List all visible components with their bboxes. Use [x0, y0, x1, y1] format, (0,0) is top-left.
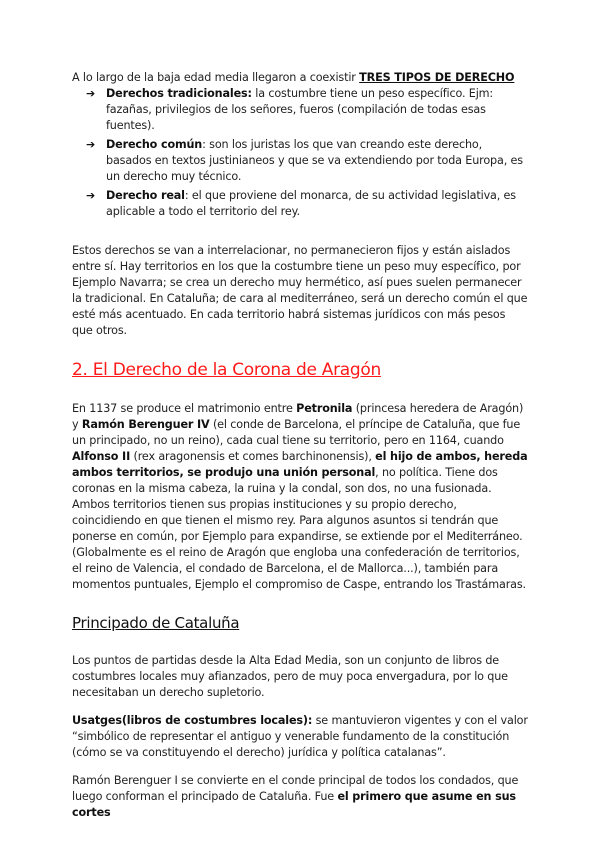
bold-run: el primero que asume en sus cortes [72, 790, 516, 819]
section-heading-cataluna: Principado de Cataluña [72, 614, 240, 632]
section-heading-aragon: 2. El Derecho de la Corona de Aragón [72, 360, 381, 380]
law-types-list [72, 86, 528, 220]
arrow-right-icon: ➔ [86, 189, 96, 202]
list-item-text: : el que proviene del monarca, de su actividad legislativa, es aplicable a todo el territorio del rey. [106, 189, 516, 218]
list-item [72, 86, 528, 134]
cataluna-paragraph-1: Los puntos de partidas desde la Alta Edad Media, son un conjunto de libros de costumbres locales muy afianzados, pero de muy poca envergadura, por lo que necesitaban un derecho supletorio. [72, 654, 508, 699]
text-run: , no política. Tiene dos coronas en la misma cabeza, la ruina y la condal, son dos, no una fusionada. [72, 466, 498, 495]
spacer [72, 701, 528, 713]
spacer [72, 593, 528, 613]
cataluna-paragraph-2 [72, 713, 528, 761]
spacer [72, 633, 528, 653]
list-item [72, 188, 528, 220]
bold-run: Ramón Berenguer IV [81, 418, 210, 431]
list-item-term: Derecho común [106, 138, 203, 151]
list-item-text: la costumbre tiene un peso específico. Ejm: fazañas, privilegios de los señores, fueros (compilación de todas esas fuentes). [106, 87, 494, 132]
intro-paragraph [72, 70, 528, 86]
bold-run: Usatges(libros de costumbres locales): [72, 714, 313, 727]
text-run: En 1137 se produce el matrimonio entre [72, 402, 297, 415]
text-run: (princesa heredera de Aragón) y [72, 402, 524, 431]
document-page [72, 70, 528, 821]
intro-lead: A lo largo de la baja edad media llegaron a coexistir [72, 71, 360, 84]
spacer [72, 339, 528, 359]
bold-run: Alfonso II [72, 450, 131, 463]
aragon-paragraph-1 [72, 401, 528, 497]
interrelation-paragraph: Estos derechos se van a interrelacionar, no permanecieron fijos y están aislados entre sí. Hay territorios en los que la costumbre tiene un peso muy específico, por Ejemplo Navarra; se crea un derecho muy hermético, así pues suelen permanecer la tradicional. En Cataluña; de cara al mediterráneo, será un derecho común el que esté más acentuado. En cada territorio habrá sistemas jurídicos con más pesos que otros. [72, 244, 528, 337]
intro-highlight: TRES TIPOS DE DERECHO [359, 71, 515, 84]
text-run: se mantuvieron vigentes y con el valor “simbólico de representar el antiguo y venerable fundamento de la constitución (cómo se va constituyendo el derecho) jurídica y política catalanas”. [72, 714, 528, 759]
arrow-right-icon: ➔ [86, 87, 96, 100]
list-item-text: : son los juristas los que van creando este derecho, basados en textos justinianeos y que se va extendiendo por toda Europa, es un derecho muy técnico. [106, 138, 523, 183]
text-run: (el conde de Barcelona, el príncipe de Cataluña, que fue un principado, no un reino), cada cual tiene su territorio, pero en 1164, cuando [72, 418, 521, 447]
list-item-term: Derecho real [106, 189, 185, 202]
cataluna-paragraph-3 [72, 773, 528, 821]
spacer [72, 761, 528, 773]
aragon-paragraph-2: Ambos territorios tienen sus propias instituciones y su propio derecho, coincidiendo en que tienen el mismo rey. Para algunos asuntos si tendrán que ponerse en común, por Ejemplo para expandirse, se extiende por el Mediterráneo. (Globalmente es el reino de Aragón que engloba una confederación de territorios, el reino de Valencia, el condado de Barcelona, el de Mallorca...), también para momentos puntuales, Ejemplo el compromiso de Caspe, entrando los Trastámaras. [72, 498, 526, 591]
list-item [72, 137, 528, 185]
spacer [72, 381, 528, 401]
arrow-right-icon: ➔ [86, 138, 96, 151]
bold-run: el hijo de ambos, hereda ambos territorios, se produjo una unión personal [72, 450, 528, 479]
list-item-term: Derechos tradicionales: [106, 87, 252, 100]
text-run: Ramón Berenguer I se convierte en el conde principal de todos los condados, que luego conforman el principado de Cataluña. Fue [72, 774, 519, 803]
bold-run: Petronila [296, 402, 353, 415]
spacer [72, 223, 528, 243]
text-run: (rex aragonensis et comes barchinonensis), [130, 450, 376, 463]
